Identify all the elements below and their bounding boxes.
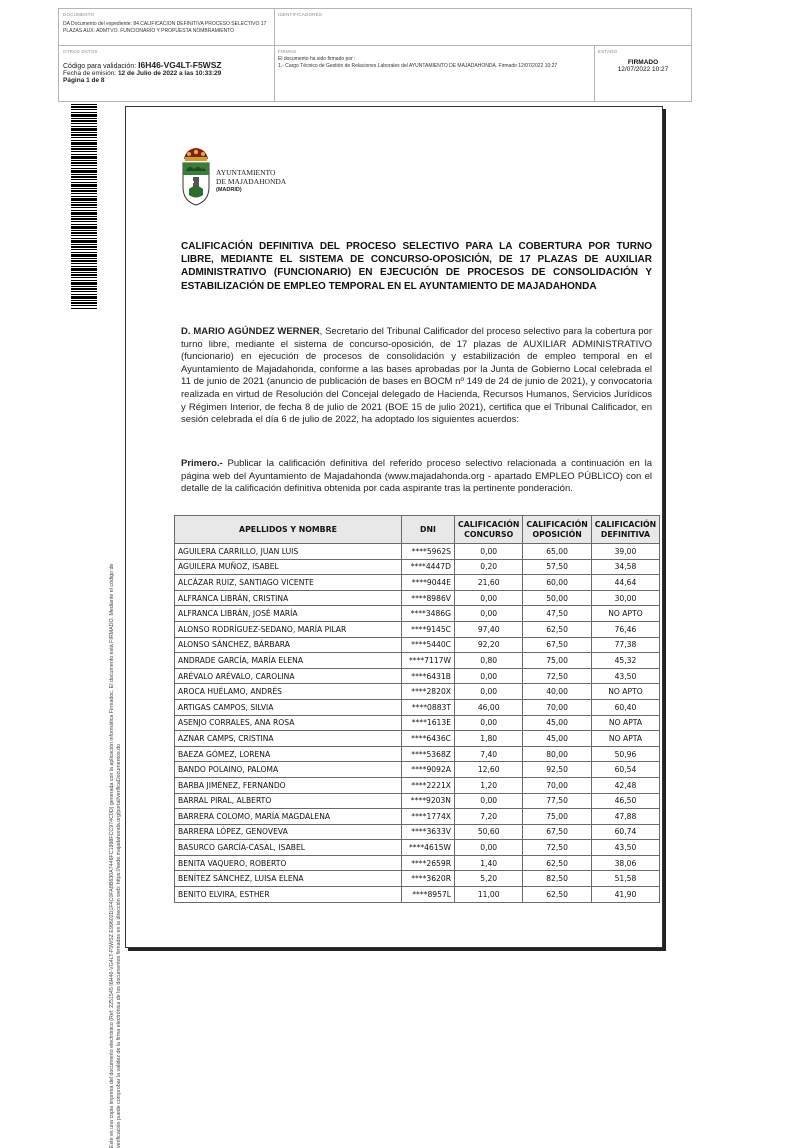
cell-concurso: 0,00 bbox=[455, 840, 523, 856]
cell-definitiva: 39,00 bbox=[591, 544, 659, 560]
cell-oposicion: 50,00 bbox=[523, 590, 591, 606]
cell-dni: ****7117W bbox=[402, 653, 455, 669]
cell-name: BARRERA COLOMO, MARÍA MAGDALENA bbox=[175, 809, 402, 825]
agreement-paragraph bbox=[181, 458, 652, 496]
cell-dni: ****1613E bbox=[402, 715, 455, 731]
header-oposicion: CALIFICACIÓN OPOSICIÓN bbox=[523, 516, 591, 544]
side-note-line-2: verificación puede comprobar la validez de la firma electrónica de los documentos firmados en la dirección web: https://sede.majadahonda.org/portal/verificaDocumentos.do bbox=[116, 744, 122, 1148]
cell-oposicion: 75,00 bbox=[523, 809, 591, 825]
cell-concurso: 97,40 bbox=[455, 621, 523, 637]
cell-concurso: 0,00 bbox=[455, 606, 523, 622]
org-line-1: AYUNTAMIENTO bbox=[216, 168, 276, 177]
coat-of-arms-icon bbox=[180, 145, 212, 207]
cell-name: BARRAL PIRAL, ALBERTO bbox=[175, 793, 402, 809]
identifiers-label: IDENTIFICADORES bbox=[278, 12, 323, 17]
header-definitiva: CALIFICACIÓN DEFINITIVA bbox=[591, 516, 659, 544]
cell-name: ARÉVALO ARÉVALO, CAROLINA bbox=[175, 668, 402, 684]
table-row bbox=[175, 762, 660, 778]
cell-dni: ****9092A bbox=[402, 762, 455, 778]
cell-concurso: 0,80 bbox=[455, 653, 523, 669]
table-row bbox=[175, 668, 660, 684]
cell-definitiva: 34,58 bbox=[591, 559, 659, 575]
cell-definitiva: 38,06 bbox=[591, 855, 659, 871]
validation-code-line bbox=[63, 60, 269, 70]
cell-concurso: 7,40 bbox=[455, 746, 523, 762]
table-row bbox=[175, 731, 660, 747]
other-data-label: OTROS DATOS bbox=[63, 49, 98, 54]
cell-name: ALFRANCA LIBRÁN, CRISTINA bbox=[175, 590, 402, 606]
cell-definitiva: 44,64 bbox=[591, 575, 659, 591]
cell-oposicion: 67,50 bbox=[523, 637, 591, 653]
cell-concurso: 50,60 bbox=[455, 824, 523, 840]
cell-dni: ****2659R bbox=[402, 855, 455, 871]
table-row bbox=[175, 715, 660, 731]
cell-dni: ****9044E bbox=[402, 575, 455, 591]
cell-definitiva: 60,54 bbox=[591, 762, 659, 778]
cell-name: AZNAR CAMPS, CRISTINA bbox=[175, 731, 402, 747]
cell-oposicion: 70,00 bbox=[523, 699, 591, 715]
signatures-section bbox=[278, 49, 590, 69]
cell-definitiva: 51,58 bbox=[591, 871, 659, 887]
cell-dni: ****8986V bbox=[402, 590, 455, 606]
cell-name: BENÍTEZ SÁNCHEZ, LUISA ELENA bbox=[175, 871, 402, 887]
cell-concurso: 92,20 bbox=[455, 637, 523, 653]
certification-paragraph bbox=[181, 326, 652, 427]
cell-name: ALFRANCA LIBRÁN, JOSÉ MARÍA bbox=[175, 606, 402, 622]
cell-dni: ****8957L bbox=[402, 887, 455, 903]
cell-oposicion: 77,50 bbox=[523, 793, 591, 809]
cell-definitiva: 41,90 bbox=[591, 887, 659, 903]
table-row bbox=[175, 855, 660, 871]
validation-code: I6H46-VG4LT-F5WSZ bbox=[138, 60, 222, 70]
cell-concurso: 0,20 bbox=[455, 559, 523, 575]
cell-concurso: 0,00 bbox=[455, 715, 523, 731]
barcode-image bbox=[71, 104, 97, 310]
cell-oposicion: 62,50 bbox=[523, 855, 591, 871]
status-section bbox=[598, 49, 688, 73]
cell-name: BENITO ELVIRA, ESTHER bbox=[175, 887, 402, 903]
cell-oposicion: 45,00 bbox=[523, 715, 591, 731]
cell-dni: ****2820X bbox=[402, 684, 455, 700]
emission-date: 12 de Julio de 2022 a las 10:33:29 bbox=[117, 70, 222, 77]
document-header bbox=[58, 8, 692, 102]
cell-definitiva: 77,38 bbox=[591, 637, 659, 653]
cell-concurso: 0,00 bbox=[455, 668, 523, 684]
cell-definitiva: 45,32 bbox=[591, 653, 659, 669]
table-row bbox=[175, 590, 660, 606]
cell-oposicion: 62,50 bbox=[523, 887, 591, 903]
cell-definitiva: 47,88 bbox=[591, 809, 659, 825]
cell-name: BASURCO GARCÍA-CASAL, ISABEL bbox=[175, 840, 402, 856]
table-row bbox=[175, 544, 660, 560]
agreement-text: Publicar la calificación definitiva del referido proceso selectivo relacionada a continuación en la página web del Ayuntamiento de Majadahonda (www.majadahonda.org - apartado EMPLEO PÚBLICO) con el detalle de la calificación definitiva obtenida por cada aspirante tras la pertinente ponderación. bbox=[181, 458, 652, 495]
cell-concurso: 5,20 bbox=[455, 871, 523, 887]
header-concurso: CALIFICACIÓN CONCURSO bbox=[455, 516, 523, 544]
cell-concurso: 1,80 bbox=[455, 731, 523, 747]
cell-concurso: 1,20 bbox=[455, 777, 523, 793]
cell-oposicion: 72,50 bbox=[523, 840, 591, 856]
status-date: 12/07/2022 10:27 bbox=[617, 66, 669, 73]
signatures-text: El documento ha sido firmado por : bbox=[278, 56, 356, 62]
cell-concurso: 0,00 bbox=[455, 590, 523, 606]
cell-name: ALCÁZAR RUIZ, SANTIAGO VICENTE bbox=[175, 575, 402, 591]
cell-name: BARRERA LÓPEZ, GENOVEVA bbox=[175, 824, 402, 840]
cell-oposicion: 67,50 bbox=[523, 824, 591, 840]
cell-name: ALONSO SÁNCHEZ, BÁRBARA bbox=[175, 637, 402, 653]
cell-oposicion: 80,00 bbox=[523, 746, 591, 762]
cell-name: AGUILERA CARRILLO, JUAN LUIS bbox=[175, 544, 402, 560]
cell-concurso: 46,00 bbox=[455, 699, 523, 715]
cell-dni: ****4615W bbox=[402, 840, 455, 856]
cell-definitiva: 60,40 bbox=[591, 699, 659, 715]
organization-name bbox=[216, 168, 286, 195]
cell-name: BENITA VAQUERO, ROBERTO bbox=[175, 855, 402, 871]
emission-date-line bbox=[63, 70, 269, 77]
status-value: FIRMADO bbox=[627, 59, 659, 66]
document-section bbox=[63, 12, 269, 34]
cell-dni: ****0883T bbox=[402, 699, 455, 715]
cell-definitiva: NO APTO bbox=[591, 606, 659, 622]
table-row bbox=[175, 699, 660, 715]
cell-definitiva: 60,74 bbox=[591, 824, 659, 840]
cell-dni: ****6436C bbox=[402, 731, 455, 747]
status-label: ESTADO bbox=[598, 49, 618, 54]
cell-definitiva: 42,48 bbox=[591, 777, 659, 793]
table-row bbox=[175, 887, 660, 903]
table-row bbox=[175, 653, 660, 669]
cell-concurso: 0,00 bbox=[455, 544, 523, 560]
cell-dni: ****5368Z bbox=[402, 746, 455, 762]
cell-concurso: 12,60 bbox=[455, 762, 523, 778]
cell-oposicion: 65,00 bbox=[523, 544, 591, 560]
cell-name: AGUILERA MUÑOZ, ISABEL bbox=[175, 559, 402, 575]
table-row bbox=[175, 606, 660, 622]
cell-name: ARTIGAS CAMPOS, SILVIA bbox=[175, 699, 402, 715]
emission-prefix: Fecha de emisión: bbox=[63, 70, 117, 77]
cell-concurso: 11,00 bbox=[455, 887, 523, 903]
document-title: CALIFICACIÓN DEFINITIVA DEL PROCESO SELECTIVO PARA LA COBERTURA POR TURNO LIBRE, MEDIANTE EL SISTEMA DE CONCURSO-OPOSICIÓN, DE 17 PLAZAS DE AUXILIAR ADMINISTRATIVO (FUNCIONARIO) EN EJECUCIÓN DE PROCESOS DE CONSOLIDACIÓN Y ESTABILIZACIÓN DE EMPLEO TEMPORAL EN EL AYUNTAMIENTO DE MAJADAHONDA bbox=[181, 241, 652, 292]
cell-dni: ****5962S bbox=[402, 544, 455, 560]
cell-name: ALONSO RODRÍGUEZ-SEDANO, MARÍA PILAR bbox=[175, 621, 402, 637]
cell-definitiva: 30,00 bbox=[591, 590, 659, 606]
table-row bbox=[175, 621, 660, 637]
cell-definitiva: 46,50 bbox=[591, 793, 659, 809]
org-line-3: (MADRID) bbox=[216, 187, 242, 193]
side-note-line-1: Este es una copia impresa del documento electrónico (Ref: 2251545 I6H46-VG4LT-F5WSZ E99602D1F4C0FA8B630A7446FC1998FCC974C0D) generada con la aplicación informática Firmadoc. El documento está FIRMADO. Mediante el código de bbox=[109, 563, 115, 1148]
cell-definitiva: NO APTO bbox=[591, 684, 659, 700]
org-line-2: DE MAJADAHONDA bbox=[216, 177, 287, 186]
cell-name: BAEZA GÓMEZ, LORENA bbox=[175, 746, 402, 762]
cell-name: BARBA JIMÉNEZ, FERNANDO bbox=[175, 777, 402, 793]
cell-oposicion: 72,50 bbox=[523, 668, 591, 684]
table-row bbox=[175, 809, 660, 825]
cell-dni: ****3620R bbox=[402, 871, 455, 887]
table-row bbox=[175, 840, 660, 856]
table-row bbox=[175, 746, 660, 762]
cell-definitiva: 50,96 bbox=[591, 746, 659, 762]
cell-definitiva: 43,50 bbox=[591, 840, 659, 856]
cell-definitiva: NO APTA bbox=[591, 715, 659, 731]
results-table bbox=[174, 515, 660, 903]
table-row bbox=[175, 777, 660, 793]
cell-oposicion: 82,50 bbox=[523, 871, 591, 887]
cell-dni: ****2221X bbox=[402, 777, 455, 793]
cell-dni: ****6431B bbox=[402, 668, 455, 684]
cell-name: ASENJO CORRALES, ANA ROSA bbox=[175, 715, 402, 731]
header-name: APELLIDOS Y NOMBRE bbox=[175, 516, 402, 544]
secretary-name: D. MARIO AGÚNDEZ WERNER bbox=[181, 326, 320, 337]
cell-concurso: 0,00 bbox=[455, 793, 523, 809]
document-label: DOCUMENTO bbox=[63, 12, 95, 17]
table-header-row bbox=[175, 516, 660, 544]
cell-concurso: 7,20 bbox=[455, 809, 523, 825]
cell-oposicion: 92,50 bbox=[523, 762, 591, 778]
header-dni: DNI bbox=[402, 516, 455, 544]
page-info: Página 1 de 8 bbox=[63, 77, 105, 84]
cell-definitiva: NO APTA bbox=[591, 731, 659, 747]
table-row bbox=[175, 793, 660, 809]
table-row bbox=[175, 637, 660, 653]
cell-concurso: 21,60 bbox=[455, 575, 523, 591]
cell-name: BANDO POLAINO, PALOMA bbox=[175, 762, 402, 778]
cell-dni: ****3486G bbox=[402, 606, 455, 622]
other-data-section bbox=[63, 49, 269, 84]
cell-oposicion: 40,00 bbox=[523, 684, 591, 700]
cell-definitiva: 76,46 bbox=[591, 621, 659, 637]
table-row bbox=[175, 575, 660, 591]
cell-dni: ****9203N bbox=[402, 793, 455, 809]
cell-name: AROCA HUÉLAMO, ANDRÉS bbox=[175, 684, 402, 700]
cell-dni: ****5440C bbox=[402, 637, 455, 653]
table-row bbox=[175, 684, 660, 700]
cell-dni: ****4447D bbox=[402, 559, 455, 575]
cell-dni: ****3633V bbox=[402, 824, 455, 840]
agreement-lead: Primero.- bbox=[181, 458, 223, 469]
cell-oposicion: 60,00 bbox=[523, 575, 591, 591]
signatures-label: FIRMAS bbox=[278, 49, 297, 54]
cell-concurso: 1,40 bbox=[455, 855, 523, 871]
cell-dni: ****9145C bbox=[402, 621, 455, 637]
validation-prefix: Código para validación: bbox=[63, 63, 137, 70]
table-row bbox=[175, 871, 660, 887]
table-row bbox=[175, 559, 660, 575]
cell-oposicion: 70,00 bbox=[523, 777, 591, 793]
cell-oposicion: 45,00 bbox=[523, 731, 591, 747]
table-row bbox=[175, 824, 660, 840]
document-description: DA Documento del expediente: 84.CALIFICACION DEFINITIVA PROCESO SELECTIVO 17 PLAZAS AUX. ADMTVO. FUNCIONARIO Y PROPUESTA NOMBRAMIENTO bbox=[63, 21, 267, 34]
cell-definitiva: 43,50 bbox=[591, 668, 659, 684]
cell-oposicion: 57,50 bbox=[523, 559, 591, 575]
cell-oposicion: 62,50 bbox=[523, 621, 591, 637]
cell-oposicion: 75,00 bbox=[523, 653, 591, 669]
signatures-detail: 1.- Cargo Técnico de Gestión de Relaciones Laborales del AYUNTAMIENTO DE MAJADAHONDA. Firmado 12/07/2022 10:27 bbox=[278, 62, 558, 69]
cell-concurso: 0,00 bbox=[455, 684, 523, 700]
identifiers-section bbox=[278, 12, 478, 17]
cell-dni: ****1774X bbox=[402, 809, 455, 825]
cell-name: ANDRADE GARCÍA, MARÍA ELENA bbox=[175, 653, 402, 669]
cell-oposicion: 47,50 bbox=[523, 606, 591, 622]
certification-text: , Secretario del Tribunal Calificador del proceso selectivo para la cobertura por turno libre, mediante el sistema de concurso-oposición, de 17 plazas de AUXILIAR ADMINISTRATIVO (funcionario) en ejecución de procesos de consolidación y estabilización de empleo temporal en el Ayuntamiento de Majadahonda, conforme a las bases aprobadas por la Junta de Gobierno Local celebrada el 11 de junio de 2021 (anuncio de publicación de bases en BOCM nº 149 de 24 de junio de 2021), y convocatoria realizada en virtud de Resolución del Concejal delegado de Hacienda, Recursos Humanos, Servicios Jurídicos y Régimen Interior, de fecha 8 de julio de 2021 (BOE 15 de julio 2021), certifica que el Tribunal Calificador, en sesión celebrada el día 6 de julio de 2022, ha adoptado los siguientes acuerdos: bbox=[181, 326, 652, 426]
